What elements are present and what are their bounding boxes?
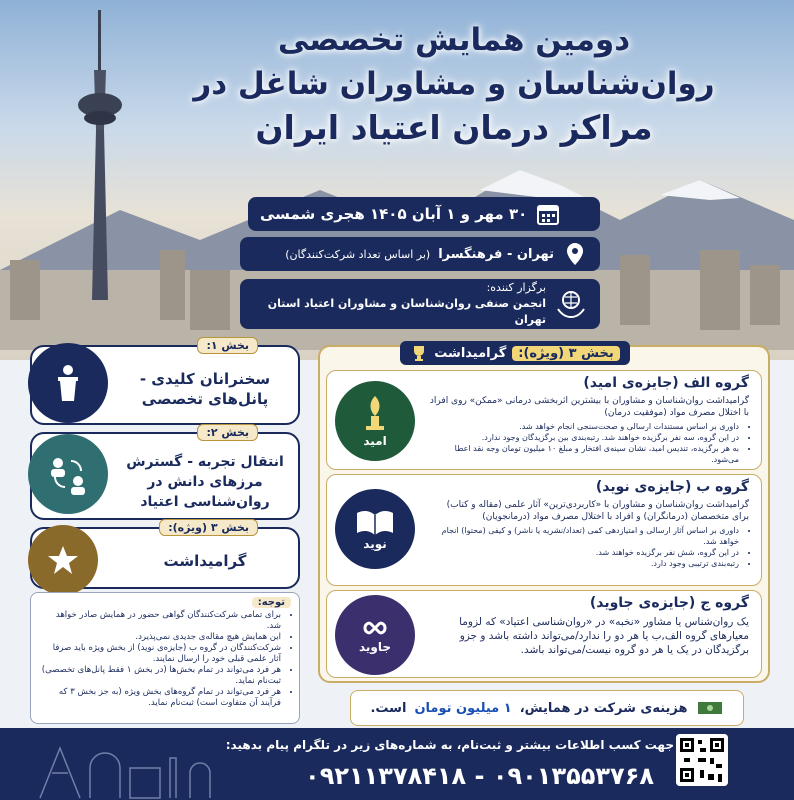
note-item: • هر فرد می‌تواند در تمام بخش‌ها (در بخش ۱ فقط پانل‌های تخصصی) ثبت‌نام نماید. <box>39 665 281 687</box>
award-a-desc: گرامیداشت روان‌شناسان و مشاوران با بیشترین اثربخشی درمانی «ممکن» روی افراد با اختلال مصرف مواد (موفقیت درمان) <box>429 396 749 418</box>
location-pill <box>240 237 600 271</box>
javid-badge-icon <box>335 595 415 675</box>
fee-banner <box>350 690 744 726</box>
tehran-skyline-icon <box>30 728 230 800</box>
section-2-text: انتقال تجربه - گسترش مرزهای دانش در روان‌شناسی اعتیاد <box>126 454 284 510</box>
awards-header-label: بخش ۳ (ویژه): <box>512 346 619 361</box>
omid-badge-icon <box>335 381 415 461</box>
note-item: • برای تمامی شرکت‌کنندگان گواهی حضور در همایش صادر خواهد شد. <box>39 610 281 632</box>
section-3-card <box>30 521 300 589</box>
section-1-tag: بخش ۱: <box>197 337 258 354</box>
organizer-label: برگزار کننده: <box>486 281 546 294</box>
section-1-card <box>30 339 300 425</box>
section-2-card <box>30 426 300 520</box>
award-a-bullet: • به هر برگزیده، تندیس امید، نشان سینه‌ی افتخار و مبلغ ۱۰ میلیون تومان وجه نقد اعطا می‌شود. <box>427 443 739 465</box>
section-3-tag: بخش ۳ (ویژه): <box>159 519 258 536</box>
section-1-text: سخنرانان کلیدی - پانل‌های تخصصی <box>139 370 271 408</box>
fee-prefix: هزینه‌ی شرکت در همایش، <box>519 700 688 716</box>
award-a-bullet: • در این گروه، سه نفر برگزیده خواهند شد. رتبه‌بندی بین برگزیدگان وجود ندارد. <box>427 432 739 443</box>
award-a-badge-label: امید <box>363 434 387 448</box>
award-c-badge-label: جاوید <box>358 640 392 654</box>
section-2-tag: بخش ۲: <box>197 424 258 441</box>
notes-title: توجه: <box>252 597 291 608</box>
award-a-bullet: • داوری بر اساس مستندات ارسالی و صحت‌سنجی انجام خواهد شد. <box>427 421 739 432</box>
award-b-badge-label: نوید <box>363 537 387 551</box>
awards-header-title: گرامیداشت <box>434 345 507 361</box>
award-c-title: گروه ج (جایزه‌ی جاوید) <box>589 595 749 611</box>
fee-amount: ۱ میلیون تومان <box>414 700 512 716</box>
award-b-bullet: • داوری بر اساس آثار ارسالی و امتیازدهی کمی (تعداد/نشریه یا ناشر) و کیفی (محتوا) انجام خواهد شد. <box>427 525 739 547</box>
award-group-c <box>326 590 762 678</box>
awards-header <box>400 341 630 365</box>
money-icon <box>696 698 724 718</box>
milad-tower-image <box>60 10 140 300</box>
brain-hands-icon <box>554 287 588 321</box>
trophy-icon <box>410 344 428 362</box>
organizer-name: انجمن صنفی روان‌شناسان و مشاوران اعتیاد استان تهران <box>267 297 546 326</box>
location-pin-icon <box>562 241 588 267</box>
page-title <box>154 18 754 150</box>
star-laurel-icon <box>28 525 98 595</box>
title-line-3: مراکز درمان اعتیاد ایران <box>255 108 653 147</box>
contact-line: جهت کسب اطلاعات بیشتر و ثبت‌نام، به شماره‌های زیر در تلگرام پیام بدهید: <box>225 738 674 752</box>
notes-box <box>30 592 300 724</box>
award-b-title: گروه ب (جایزه‌ی نوید) <box>595 479 749 495</box>
award-a-title: گروه الف (جایزه‌ی امید) <box>583 375 749 391</box>
note-item: • این همایش هیچ مقاله‌ی جدیدی نمی‌پذیرد. <box>39 632 281 643</box>
event-location: تهران - فرهنگسرا <box>438 246 554 262</box>
award-b-bullet: • رتبه‌بندی ترتیبی وجود دارد. <box>427 558 739 569</box>
location-note: (بر اساس تعداد شرکت‌کنندگان) <box>285 247 431 261</box>
note-item: • هر فرد می‌تواند در تمام گروه‌های بخش ویژه (به جز بخش ۳ که فرآیند آن متفاوت است) ثبت‌نام نماید. <box>39 687 281 709</box>
exchange-people-icon <box>28 434 108 514</box>
navid-badge-icon <box>335 489 415 569</box>
award-group-b <box>326 474 762 586</box>
section-3-text: گرامیداشت <box>163 552 247 570</box>
podium-icon <box>28 343 108 423</box>
award-b-bullet: • در این گروه، شش نفر برگزیده خواهند شد. <box>427 547 739 558</box>
organizer-pill <box>240 279 600 329</box>
award-b-desc: گرامیداشت روان‌شناسان و مشاوران با «کاربردی‌ترین» آثار علمی (مقاله و کتاب) برای متخصصان (درمانگران) و افراد با اختلال مصرف مواد (درمانجویان) <box>446 500 749 522</box>
award-c-desc: یک روان‌شناس یا مشاور «نخبه» در «روان‌شناسی اعتیاد» که لزوما معیارهای گروه الف,ب یا هر دو را ندارد/می‌تواند داشته باشد و جزو برگزیدگان در یک یا هر دو گروه نیست/می‌تواند باشد. <box>459 616 749 656</box>
award-group-a <box>326 370 762 470</box>
note-item: • شرکت‌کنندگان در گروه ب (جایزه‌ی نوید) از بخش ویژه باید صرفا آثار علمی قبلی خود را ارسال نمایند. <box>39 643 281 665</box>
calendar-icon <box>535 201 561 227</box>
date-pill <box>248 197 600 231</box>
phone-numbers[interactable]: ۰۹۰۱۳۵۵۳۷۶۸ - ۰۹۲۱۱۳۷۸۴۱۸ <box>305 762 654 790</box>
title-line-2: روان‌شناسان و مشاوران شاغل در <box>193 66 715 102</box>
qr-code-icon[interactable] <box>676 734 728 786</box>
fee-suffix: است. <box>370 700 407 716</box>
event-date: ۳۰ مهر و ۱ آبان ۱۴۰۵ هجری شمسی <box>260 205 528 223</box>
title-line-1: دومین همایش تخصصی <box>277 22 631 58</box>
